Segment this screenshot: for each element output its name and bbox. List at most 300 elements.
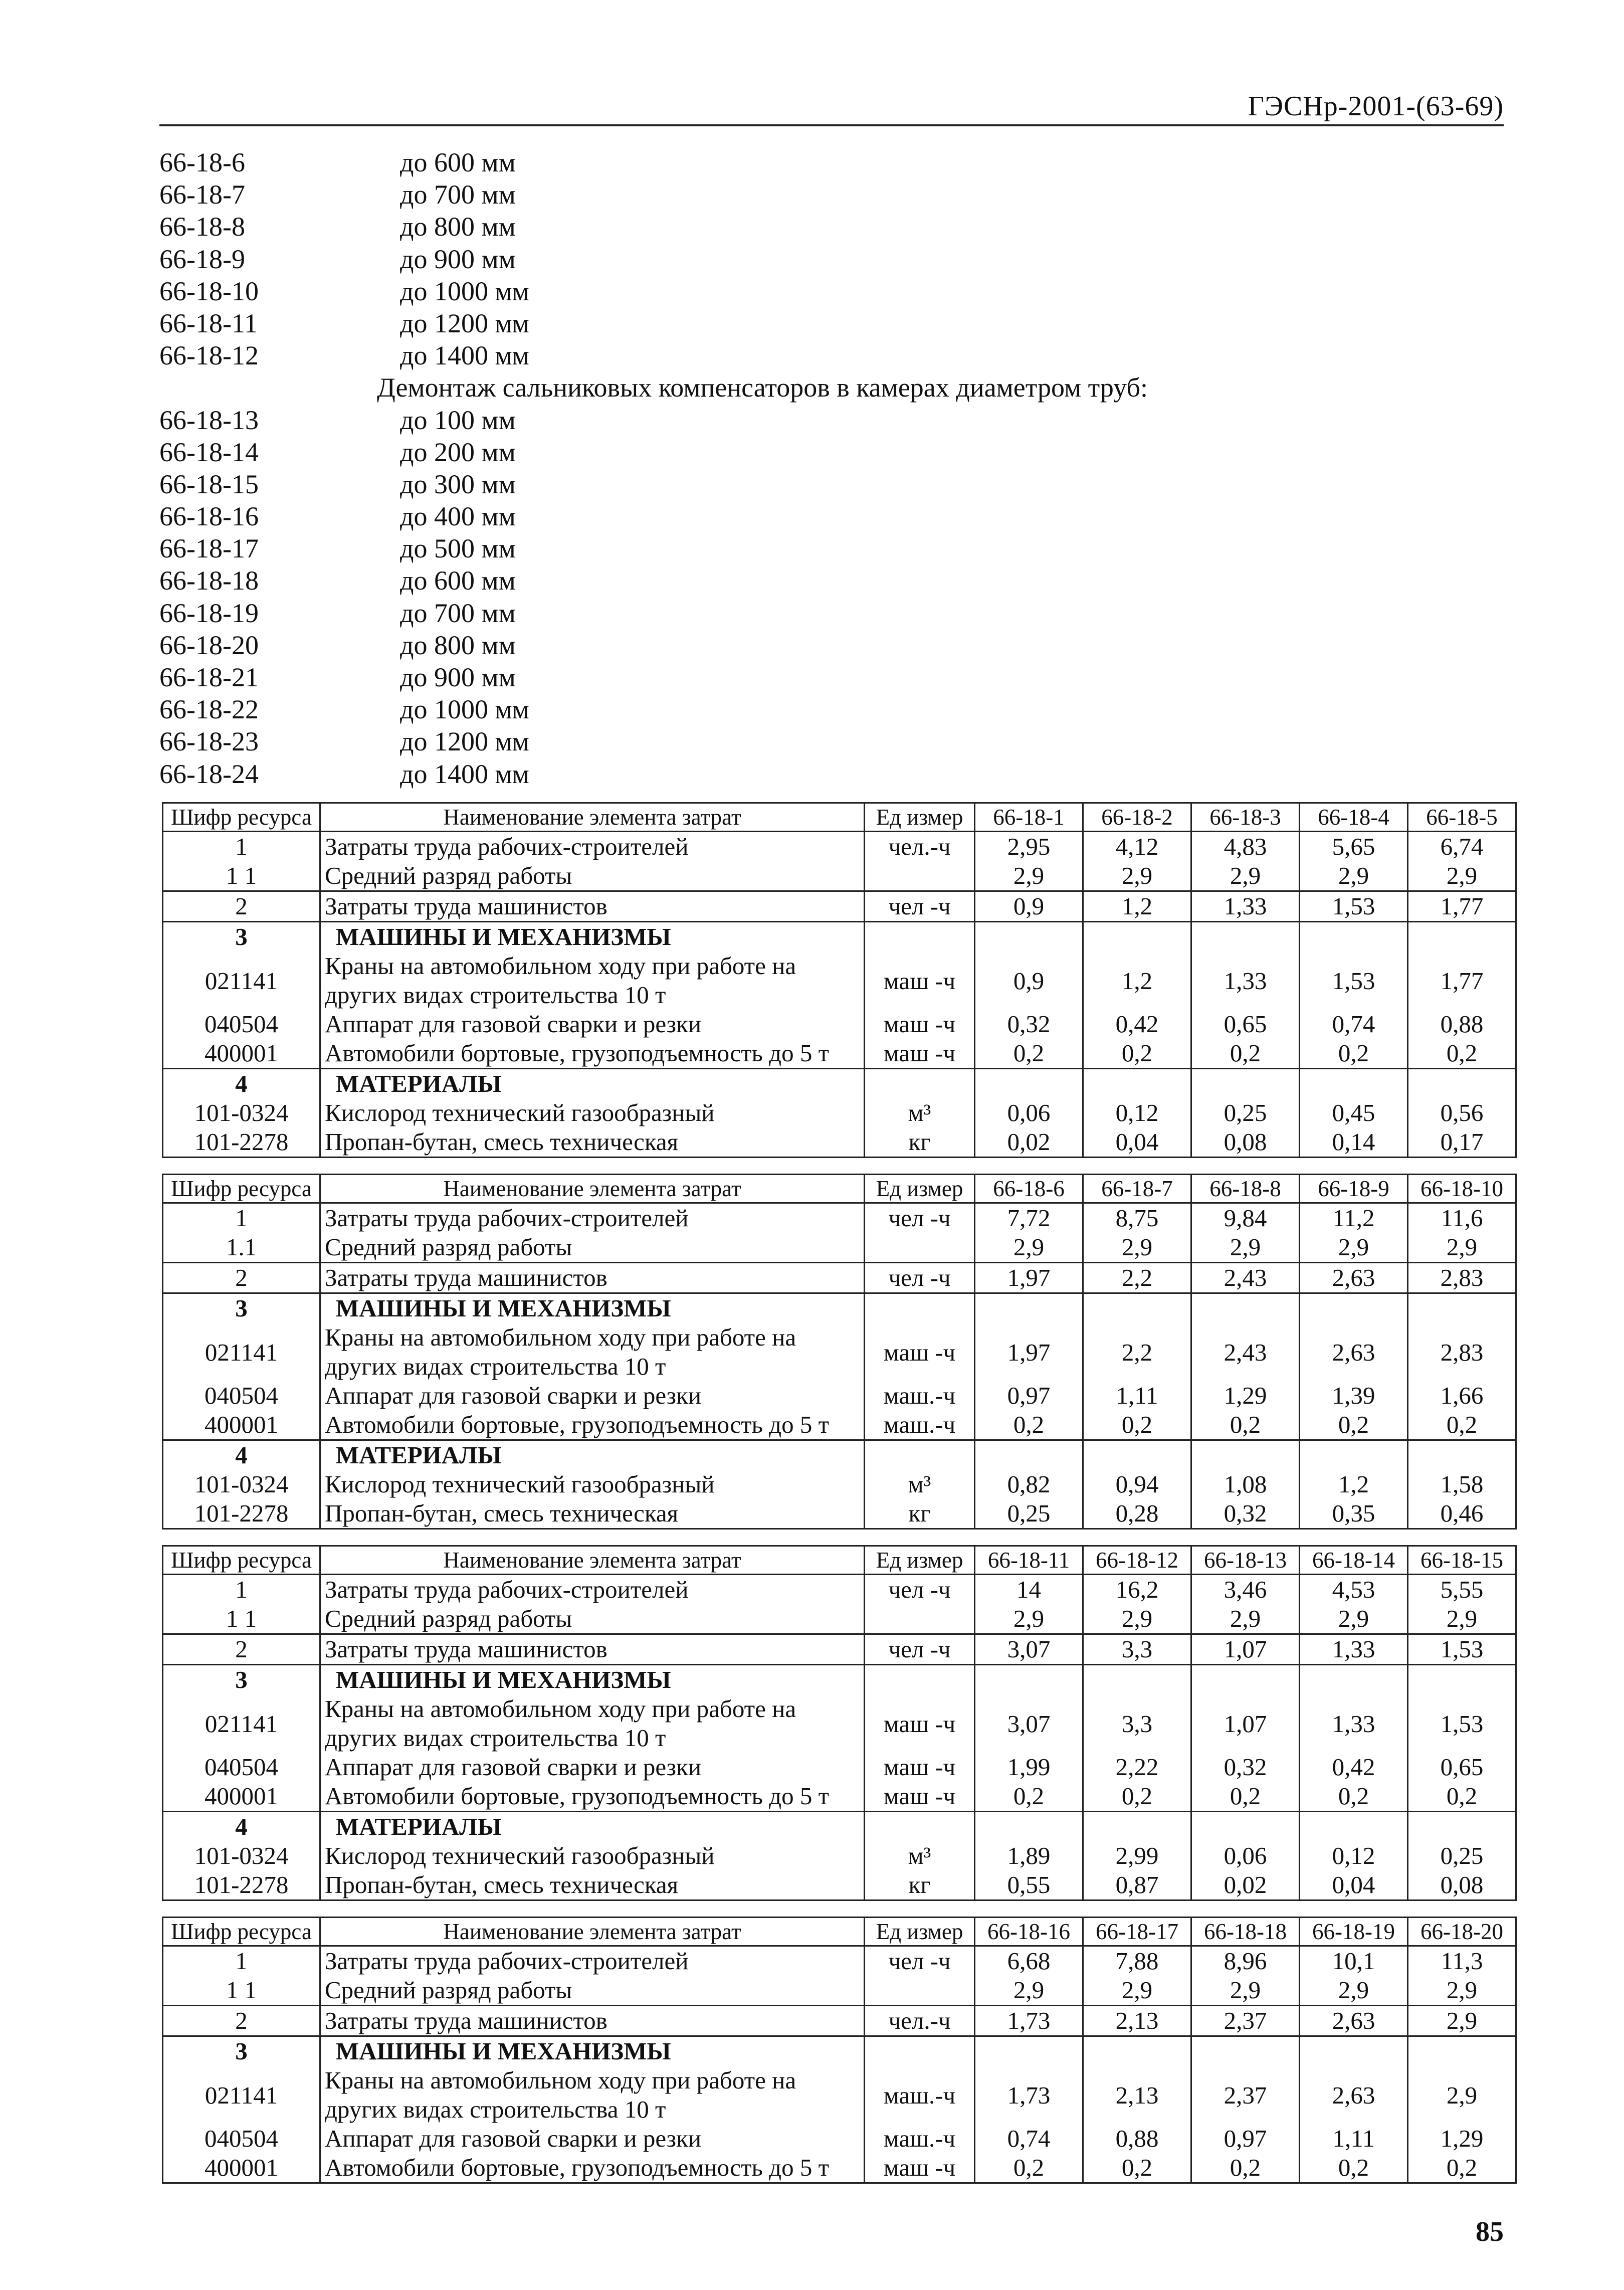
unit-of-measure: кг: [865, 1127, 975, 1158]
resource-code: 040504: [163, 1010, 320, 1039]
table-header-cell: Ед измер: [865, 1175, 975, 1203]
norm-value: 2,43: [1191, 1323, 1300, 1381]
table-row: [163, 2153, 1516, 2183]
norm-value: [1191, 1440, 1300, 1470]
table-row: [163, 1039, 1516, 1069]
table-row: [163, 1575, 1516, 1605]
norm-value: 1,2: [1083, 951, 1191, 1010]
code-list-item: [159, 436, 1362, 468]
cost-element-name: Краны на автомобильном ходу при работе на других видах строительства 10 т: [320, 1694, 865, 1753]
norm-value: 0,2: [1191, 1410, 1300, 1440]
resource-code: 1: [163, 1203, 320, 1233]
norm-value: 2,9: [1300, 861, 1408, 891]
norm-value: [975, 922, 1083, 952]
cost-element-name: Затраты труда рабочих-строителей: [320, 1575, 865, 1605]
norm-value: 8,96: [1191, 1946, 1300, 1976]
norm-value: 11,2: [1300, 1203, 1408, 1233]
norm-value: 4,53: [1300, 1575, 1408, 1605]
table-row: [163, 1293, 1516, 1323]
code-list-code: 66-18-11: [159, 308, 258, 338]
norm-value: 1,2: [1083, 891, 1191, 922]
table-header-cell: 66-18-10: [1408, 1175, 1516, 1203]
resource-code: 3: [163, 1293, 320, 1323]
norm-value: 2,9: [1083, 1976, 1191, 2006]
code-list-description: до 800 мм: [400, 212, 516, 242]
norm-value: [1083, 1293, 1191, 1323]
resource-code: 101-0324: [163, 1098, 320, 1127]
code-list-item: [159, 532, 1362, 564]
norm-value: 0,2: [1191, 1039, 1300, 1069]
norm-value: 4,83: [1191, 832, 1300, 862]
code-list: [159, 146, 1362, 790]
norm-value: 0,74: [975, 2124, 1083, 2153]
code-list-item: [159, 661, 1362, 693]
norm-value: [1083, 1665, 1191, 1695]
norm-value: 1,39: [1300, 1381, 1408, 1410]
norm-value: 2,9: [1191, 1604, 1300, 1634]
unit-of-measure: маш.-ч: [865, 2124, 975, 2153]
norm-value: 2,22: [1083, 1753, 1191, 1782]
table-header-cell: 66-18-13: [1191, 1546, 1300, 1575]
norm-value: [1408, 1812, 1516, 1842]
table-header-cell: Шифр ресурса: [163, 803, 320, 832]
unit-of-measure: кг: [865, 1870, 975, 1900]
norm-value: 0,32: [975, 1010, 1083, 1039]
cost-element-name: Автомобили бортовые, грузоподъемность до 5 т: [320, 1782, 865, 1812]
unit-of-measure: чел.-ч: [865, 2006, 975, 2036]
norm-value: [975, 2036, 1083, 2066]
unit-of-measure: м³: [865, 1841, 975, 1870]
table-header-cell: Наименование элемента затрат: [320, 1546, 865, 1575]
resource-code: 1.1: [163, 1233, 320, 1263]
table-row: [163, 861, 1516, 891]
norm-value: 11,6: [1408, 1203, 1516, 1233]
norm-value: 3,07: [975, 1694, 1083, 1753]
unit-of-measure: [865, 1233, 975, 1263]
cost-element-name: Затраты труда машинистов: [320, 1634, 865, 1665]
code-list-item: [159, 178, 1362, 211]
norm-value: [1300, 922, 1408, 952]
unit-of-measure: [865, 922, 975, 952]
norm-value: 2,2: [1083, 1323, 1191, 1381]
resource-table-2: [162, 1174, 1517, 1530]
norm-value: 6,68: [975, 1946, 1083, 1976]
code-list-code: 66-18-6: [159, 147, 245, 177]
table-header-cell: 66-18-7: [1083, 1175, 1191, 1203]
norm-value: 5,55: [1408, 1575, 1516, 1605]
code-list-code: 66-18-12: [159, 340, 259, 371]
code-list-description: до 1200 мм: [400, 308, 529, 338]
table-row: [163, 1634, 1516, 1665]
cost-element-name: МАШИНЫ И МЕХАНИЗМЫ: [320, 1293, 865, 1323]
table-row: [163, 1323, 1516, 1381]
norm-value: 0,2: [1300, 1410, 1408, 1440]
norm-value: 0,88: [1083, 2124, 1191, 2153]
norm-value: 6,74: [1408, 832, 1516, 862]
resource-code: 4: [163, 1440, 320, 1470]
norm-value: [1408, 922, 1516, 952]
resource-code: 3: [163, 922, 320, 952]
norm-value: 8,75: [1083, 1203, 1191, 1233]
norm-value: 0,46: [1408, 1499, 1516, 1529]
norm-value: 0,56: [1408, 1098, 1516, 1127]
norm-value: 0,2: [975, 1039, 1083, 1069]
norm-value: 0,25: [975, 1499, 1083, 1529]
unit-of-measure: [865, 1812, 975, 1842]
norm-value: [975, 1069, 1083, 1099]
resource-code: 4: [163, 1812, 320, 1842]
cost-element-name: Кислород технический газообразный: [320, 1470, 865, 1499]
code-list-description: до 1000 мм: [400, 276, 529, 306]
code-list-code: 66-18-20: [159, 630, 259, 660]
unit-of-measure: кг: [865, 1499, 975, 1529]
resource-code: 1 1: [163, 861, 320, 891]
resource-table-3: [162, 1545, 1517, 1901]
unit-of-measure: маш -ч: [865, 951, 975, 1010]
norm-value: 0,25: [1408, 1841, 1516, 1870]
norm-value: 2,83: [1408, 1263, 1516, 1293]
norm-value: 2,9: [975, 1604, 1083, 1634]
resource-code: 2: [163, 2006, 320, 2036]
unit-of-measure: чел -ч: [865, 1575, 975, 1605]
norm-value: 2,13: [1083, 2006, 1191, 2036]
norm-value: 0,04: [1300, 1870, 1408, 1900]
table-row: [163, 1782, 1516, 1812]
table-row: [163, 1127, 1516, 1158]
resource-code: 021141: [163, 951, 320, 1010]
table-header-cell: 66-18-6: [975, 1175, 1083, 1203]
resource-code: 021141: [163, 1323, 320, 1381]
norm-value: 2,83: [1408, 1323, 1516, 1381]
page-number: 85: [1476, 2216, 1504, 2247]
norm-value: 1,53: [1300, 891, 1408, 922]
table-header-cell: 66-18-15: [1408, 1546, 1516, 1575]
resource-code: 1: [163, 1946, 320, 1976]
unit-of-measure: [865, 1069, 975, 1099]
cost-element-name: Аппарат для газовой сварки и резки: [320, 1381, 865, 1410]
resource-code: 040504: [163, 1753, 320, 1782]
norm-value: [1300, 1665, 1408, 1695]
cost-element-name: Пропан-бутан, смесь техническая: [320, 1127, 865, 1158]
resource-code: 400001: [163, 2153, 320, 2183]
cost-element-name: Аппарат для газовой сварки и резки: [320, 1010, 865, 1039]
table-header-cell: Ед измер: [865, 1918, 975, 1946]
code-list-description: до 900 мм: [400, 244, 516, 274]
page-header: [159, 89, 1504, 126]
norm-value: 2,9: [1408, 1233, 1516, 1263]
cost-element-name: МАШИНЫ И МЕХАНИЗМЫ: [320, 1665, 865, 1695]
norm-value: 14: [975, 1575, 1083, 1605]
norm-value: 1,97: [975, 1263, 1083, 1293]
norm-value: 0,08: [1408, 1870, 1516, 1900]
norm-value: 0,9: [975, 891, 1083, 922]
resource-code: 101-2278: [163, 1499, 320, 1529]
table-header-cell: Наименование элемента затрат: [320, 1175, 865, 1203]
norm-value: 7,88: [1083, 1946, 1191, 1976]
norm-value: 0,32: [1191, 1753, 1300, 1782]
norm-value: 1,29: [1408, 2124, 1516, 2153]
norm-value: [1300, 1812, 1408, 1842]
code-list-item: [159, 211, 1362, 243]
resource-code: 101-0324: [163, 1470, 320, 1499]
cost-element-name: Краны на автомобильном ходу при работе на других видах строительства 10 т: [320, 2066, 865, 2124]
norm-value: 0,65: [1191, 1010, 1300, 1039]
norm-value: 2,95: [975, 832, 1083, 862]
norm-value: 2,9: [1191, 1976, 1300, 2006]
table-row: [163, 1410, 1516, 1440]
code-list-item: [159, 307, 1362, 339]
table-row: [163, 951, 1516, 1010]
table-header-cell: 66-18-11: [975, 1546, 1083, 1575]
norm-value: 2,9: [1083, 861, 1191, 891]
norm-value: 0,45: [1300, 1098, 1408, 1127]
code-list-item: [159, 243, 1362, 275]
cost-element-name: Пропан-бутан, смесь техническая: [320, 1499, 865, 1529]
norm-value: [1300, 1440, 1408, 1470]
norm-value: 11,3: [1408, 1946, 1516, 1976]
norm-value: 0,02: [1191, 1870, 1300, 1900]
code-list-code: 66-18-24: [159, 758, 259, 789]
resource-code: 1: [163, 832, 320, 862]
norm-value: 0,2: [1083, 1782, 1191, 1812]
norm-value: 4,12: [1083, 832, 1191, 862]
norm-value: 2,9: [1191, 1233, 1300, 1263]
norm-value: 1,89: [975, 1841, 1083, 1870]
code-list-item: [159, 339, 1362, 371]
unit-of-measure: [865, 2036, 975, 2066]
resource-code: 400001: [163, 1410, 320, 1440]
norm-value: 1,73: [975, 2066, 1083, 2124]
norm-value: 2,9: [1408, 1604, 1516, 1634]
cost-element-name: Кислород технический газообразный: [320, 1098, 865, 1127]
norm-value: 3,3: [1083, 1634, 1191, 1665]
norm-value: 1,07: [1191, 1634, 1300, 1665]
norm-value: [1300, 1069, 1408, 1099]
norm-value: 2,37: [1191, 2006, 1300, 2036]
norm-value: 1,33: [1300, 1694, 1408, 1753]
code-list-code: 66-18-22: [159, 694, 259, 725]
norm-value: 0,08: [1191, 1127, 1300, 1158]
resource-code: 021141: [163, 1694, 320, 1753]
table-header-cell: Наименование элемента затрат: [320, 1918, 865, 1946]
norm-value: 1,07: [1191, 1694, 1300, 1753]
norm-value: 0,2: [1408, 2153, 1516, 2183]
table-row: [163, 1499, 1516, 1529]
norm-value: 3,07: [975, 1634, 1083, 1665]
unit-of-measure: [865, 1293, 975, 1323]
norm-value: [975, 1440, 1083, 1470]
unit-of-measure: маш -ч: [865, 1039, 975, 1069]
table-header-row: [163, 1546, 1516, 1575]
norm-value: 1,73: [975, 2006, 1083, 2036]
norm-value: 2,9: [1300, 1604, 1408, 1634]
code-list-description: до 1400 мм: [400, 758, 529, 789]
norm-value: 1,2: [1300, 1470, 1408, 1499]
resource-table-1: [162, 802, 1517, 1158]
resource-code: 040504: [163, 2124, 320, 2153]
resource-code: 2: [163, 891, 320, 922]
code-list-item: [159, 758, 1362, 790]
norm-value: 7,72: [975, 1203, 1083, 1233]
norm-value: 1,11: [1083, 1381, 1191, 1410]
table-row: [163, 1976, 1516, 2006]
code-list-description: до 700 мм: [400, 598, 516, 628]
norm-value: 0,17: [1408, 1127, 1516, 1158]
resource-code: 1 1: [163, 1604, 320, 1634]
norm-value: [1300, 1293, 1408, 1323]
cost-element-name: Затраты труда машинистов: [320, 1263, 865, 1293]
table-header-row: [163, 803, 1516, 832]
code-list-item: [159, 693, 1362, 725]
cost-element-name: МАТЕРИАЛЫ: [320, 1812, 865, 1842]
code-list-item: [159, 404, 1362, 436]
resource-table-4: [162, 1917, 1517, 2184]
unit-of-measure: [865, 1976, 975, 2006]
norm-value: 0,2: [1300, 1782, 1408, 1812]
section-heading: [159, 371, 1362, 404]
norm-value: 1,33: [1191, 951, 1300, 1010]
code-list-code: 66-18-21: [159, 662, 259, 692]
norm-value: [1083, 1069, 1191, 1099]
norm-value: 0,06: [1191, 1841, 1300, 1870]
resource-code: 4: [163, 1069, 320, 1099]
code-list-item: [159, 629, 1362, 661]
code-list-description: до 1200 мм: [400, 726, 529, 757]
norm-value: 1,53: [1408, 1634, 1516, 1665]
table-header-cell: 66-18-17: [1083, 1918, 1191, 1946]
norm-value: 1,29: [1191, 1381, 1300, 1410]
norm-value: 2,9: [1408, 1976, 1516, 2006]
unit-of-measure: маш -ч: [865, 1782, 975, 1812]
code-list-item: [159, 725, 1362, 757]
resource-code: 1: [163, 1575, 320, 1605]
code-list-code: 66-18-16: [159, 501, 259, 532]
resource-code: 101-2278: [163, 1870, 320, 1900]
norm-value: 0,55: [975, 1870, 1083, 1900]
norm-value: 0,2: [1083, 1410, 1191, 1440]
norm-value: 0,82: [975, 1470, 1083, 1499]
norm-value: 1,97: [975, 1323, 1083, 1381]
unit-of-measure: чел -ч: [865, 891, 975, 922]
unit-of-measure: [865, 861, 975, 891]
norm-value: 0,42: [1300, 1753, 1408, 1782]
cost-element-name: Пропан-бутан, смесь техническая: [320, 1870, 865, 1900]
norm-value: 0,28: [1083, 1499, 1191, 1529]
table-header-cell: Шифр ресурса: [163, 1918, 320, 1946]
table-header-cell: Шифр ресурса: [163, 1175, 320, 1203]
unit-of-measure: чел.-ч: [865, 832, 975, 862]
norm-value: 16,2: [1083, 1575, 1191, 1605]
norm-value: 1,08: [1191, 1470, 1300, 1499]
norm-value: [1300, 2036, 1408, 2066]
unit-of-measure: чел -ч: [865, 1263, 975, 1293]
norm-value: 0,2: [975, 1782, 1083, 1812]
table-row: [163, 1263, 1516, 1293]
norm-value: 3,3: [1083, 1694, 1191, 1753]
unit-of-measure: чел -ч: [865, 1203, 975, 1233]
cost-element-name: МАШИНЫ И МЕХАНИЗМЫ: [320, 2036, 865, 2066]
code-list-code: 66-18-8: [159, 212, 245, 242]
norm-value: [1191, 1069, 1300, 1099]
norm-value: 10,1: [1300, 1946, 1408, 1976]
table-header-cell: 66-18-3: [1191, 803, 1300, 832]
code-list-code: 66-18-18: [159, 565, 259, 596]
norm-value: 0,25: [1191, 1098, 1300, 1127]
table-row: [163, 1440, 1516, 1470]
code-list-description: до 400 мм: [400, 501, 516, 532]
norm-value: 2,9: [1408, 2006, 1516, 2036]
norm-value: 2,9: [1300, 1976, 1408, 2006]
norm-value: 0,2: [1408, 1410, 1516, 1440]
code-list-code: 66-18-10: [159, 276, 259, 306]
norm-value: [1191, 922, 1300, 952]
unit-of-measure: [865, 1665, 975, 1695]
norm-value: 0,42: [1083, 1010, 1191, 1039]
unit-of-measure: маш.-ч: [865, 1410, 975, 1440]
cost-element-name: Краны на автомобильном ходу при работе на других видах строительства 10 т: [320, 951, 865, 1010]
cost-element-name: Затраты труда рабочих-строителей: [320, 832, 865, 862]
code-list-description: до 600 мм: [400, 565, 516, 596]
table-header-cell: 66-18-19: [1300, 1918, 1408, 1946]
code-list-code: 66-18-17: [159, 533, 259, 564]
norm-value: [1408, 1665, 1516, 1695]
norm-value: 0,12: [1300, 1841, 1408, 1870]
unit-of-measure: маш -ч: [865, 1753, 975, 1782]
cost-element-name: Средний разряд работы: [320, 861, 865, 891]
norm-value: 2,9: [1408, 861, 1516, 891]
cost-element-name: Автомобили бортовые, грузоподъемность до 5 т: [320, 1039, 865, 1069]
table-header-cell: Наименование элемента затрат: [320, 803, 865, 832]
code-list-item: [159, 468, 1362, 500]
norm-value: 2,9: [975, 1233, 1083, 1263]
resource-code: 1 1: [163, 1976, 320, 2006]
table-header-cell: 66-18-16: [975, 1918, 1083, 1946]
resource-code: 101-0324: [163, 1841, 320, 1870]
resource-code: 400001: [163, 1782, 320, 1812]
table-row: [163, 2036, 1516, 2066]
code-list-item: [159, 146, 1362, 178]
norm-value: 1,77: [1408, 891, 1516, 922]
table-row: [163, 922, 1516, 952]
table-header-cell: 66-18-14: [1300, 1546, 1408, 1575]
norm-value: 2,99: [1083, 1841, 1191, 1870]
unit-of-measure: маш.-ч: [865, 1381, 975, 1410]
table-row: [163, 1841, 1516, 1870]
unit-of-measure: чел -ч: [865, 1634, 975, 1665]
norm-value: 1,33: [1300, 1634, 1408, 1665]
norm-value: 0,2: [1300, 1039, 1408, 1069]
norm-value: 2,63: [1300, 1263, 1408, 1293]
table-header-cell: Ед измер: [865, 803, 975, 832]
norm-value: 1,33: [1191, 891, 1300, 922]
unit-of-measure: м³: [865, 1098, 975, 1127]
norm-value: 2,2: [1083, 1263, 1191, 1293]
table-row: [163, 1870, 1516, 1900]
code-list-description: Демонтаж сальниковых компенсаторов в камерах диаметром труб:: [377, 372, 1148, 403]
norm-value: 0,87: [1083, 1870, 1191, 1900]
code-list-description: до 600 мм: [400, 147, 516, 177]
norm-value: 2,9: [1083, 1604, 1191, 1634]
cost-element-name: Затраты труда рабочих-строителей: [320, 1203, 865, 1233]
unit-of-measure: [865, 1440, 975, 1470]
code-list-code: 66-18-15: [159, 469, 259, 499]
norm-value: [1191, 1812, 1300, 1842]
norm-value: 0,97: [1191, 2124, 1300, 2153]
norm-value: [975, 1812, 1083, 1842]
table-header-row: [163, 1175, 1516, 1203]
norm-value: [1408, 1293, 1516, 1323]
norm-value: 0,14: [1300, 1127, 1408, 1158]
